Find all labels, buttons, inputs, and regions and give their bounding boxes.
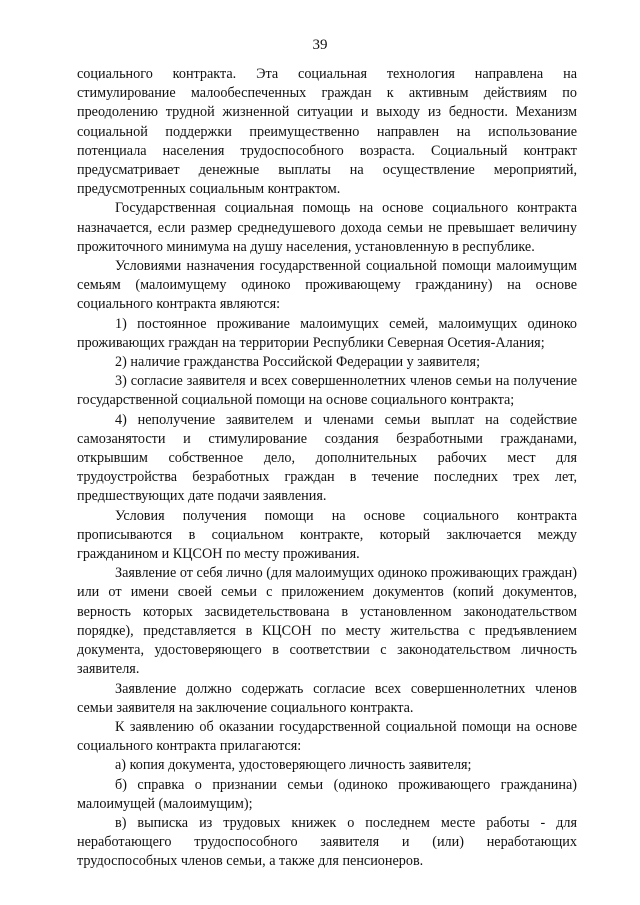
paragraph-2: Государственная социальная помощь на основе социального контракта назначается, если размер среднедушевого дохода семьи не превышает величину прожиточного минимума на душу населения, установленную в республике.	[77, 200, 577, 255]
paragraph-6: Заявление должно содержать согласие всех совершеннолетних членов семьи заявителя на заключение социального контракта.	[77, 680, 577, 716]
list-item-a: а) копия документа, удостоверяющего личность заявителя;	[115, 757, 472, 774]
paragraph-3: Условиями назначения государственной социальной помощи малоимущим семьям (малоимущему одиноко проживающему гражданину) на основе социального контракта являются:	[77, 258, 577, 313]
paragraph-1: социального контракта. Эта социальная технология направлена на стимулирование малообеспеченных граждан к активным действиям по преодолению трудной жизненной ситуации и выходу из бедности. Механизм социальной поддержки преимущественно направлен на использование потенциала населения трудоспособного возраста. Социальный контракт предусматривает денежные выплаты на осуществление мероприятий, предусмотренных социальным контрактом.	[77, 66, 577, 198]
list-item-2: 2) наличие гражданства Российской Федерации у заявителя;	[115, 354, 481, 371]
list-item-3: 3) согласие заявителя и всех совершеннолетних членов семьи на получение государственной социальной помощи на основе социального контракта;	[77, 373, 577, 409]
list-item-c: в) выписка из трудовых книжек о последнем месте работы - для неработающего трудоспособного заявителя и (или) неработающих трудоспособных членов семьи, а также для пенсионеров.	[77, 814, 577, 870]
list-item-b: б) справка о признании семьи (одиноко проживающего гражданина) малоимущей (малоимущим);	[77, 776, 577, 812]
list-item-1: 1) постоянное проживание малоимущих семей, малоимущих одиноко проживающих граждан на территории Республики Северная Осетия-Алания;	[77, 315, 577, 351]
paragraph-7: К заявлению об оказании государственной социальной помощи на основе социального контракта прилагаются:	[77, 718, 577, 755]
page-number: 39	[312, 37, 328, 53]
paragraph-4: Условия получения помощи на основе социального контракта прописываются в социальном контракте, который заключается между гражданином и КЦСОН по месту проживания.	[77, 507, 577, 563]
body-text	[77, 65, 577, 872]
paragraph-5: Заявление от себя лично (для малоимущих одиноко проживающих граждан) или от имени своей семьи с приложением документов (копий документов, верность которых засвидетельствована в установленном законодательством порядке), представляется в КЦСОН по месту жительства с предъявлением документа, удостоверяющего в соответствии с законодательством личность заявителя.	[77, 565, 577, 678]
list-item-4: 4) неполучение заявителем и членами семьи выплат на содействие самозанятости и стимулирование создания безработными гражданами, открывшим собственное дело, дополнительных рабочих мест для трудоустройства безработных граждан в течение последних трех лет, предшествующих дате подачи заявления.	[77, 411, 577, 505]
